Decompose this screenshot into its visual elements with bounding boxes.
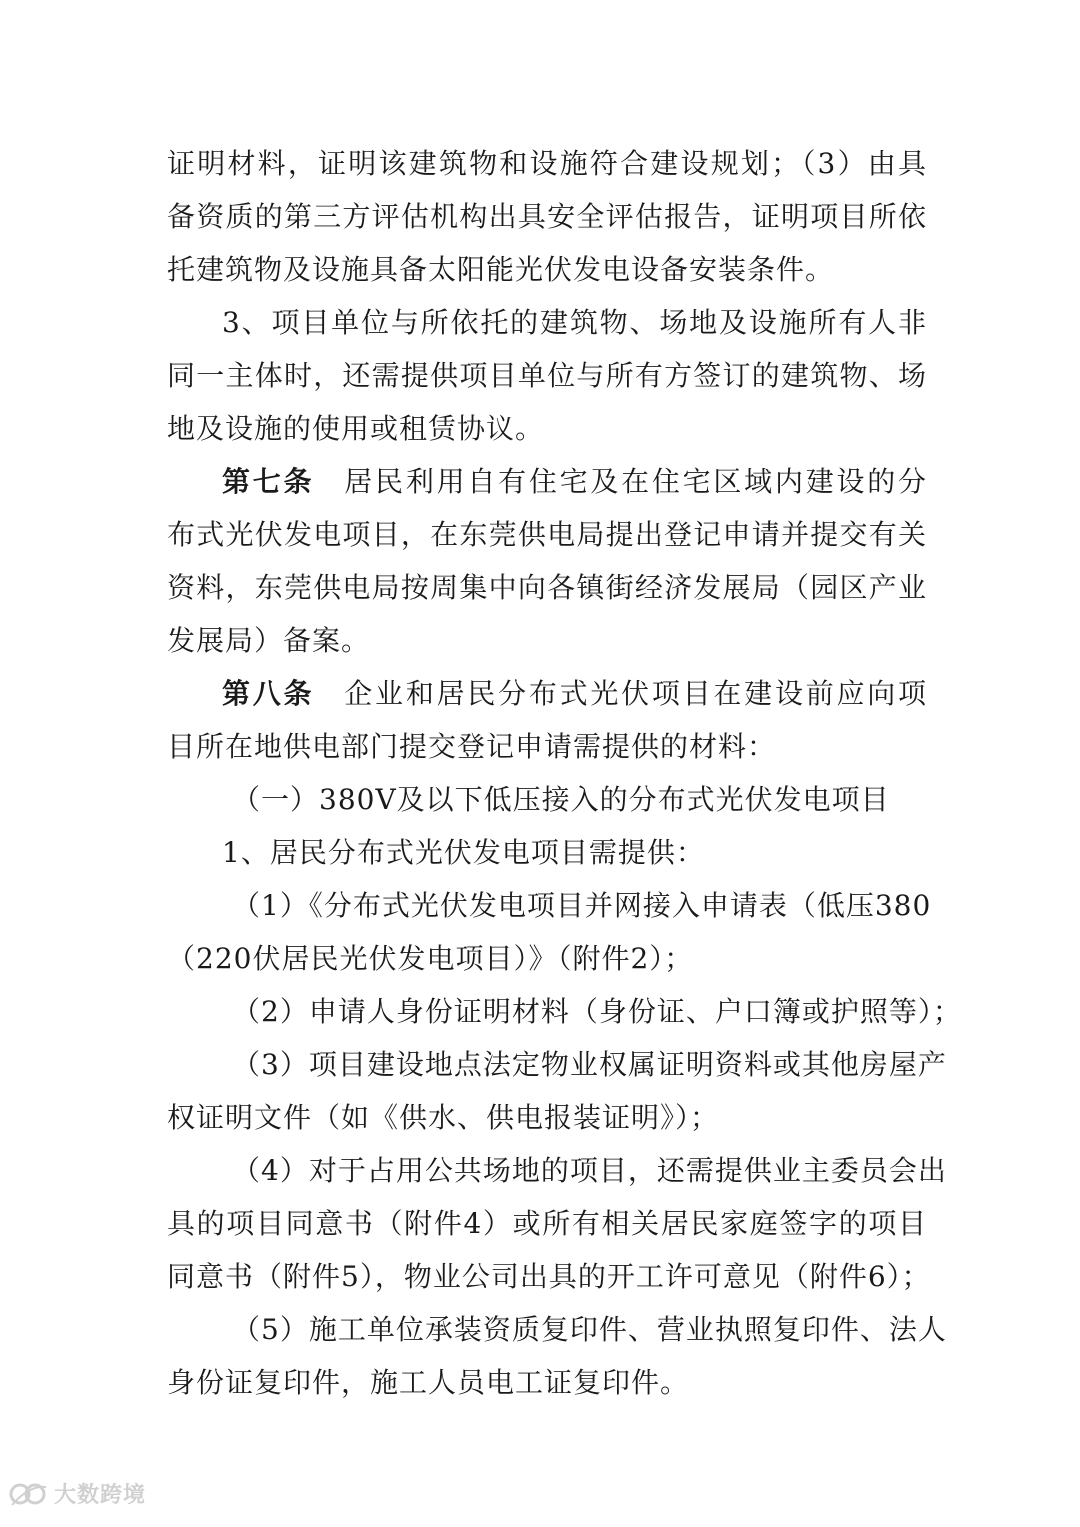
text-line: 资料，东莞供电局按周集中向各镇街经济发展局（园区产业 (167, 571, 927, 604)
text-line: 备资质的第三方评估机构出具安全评估报告，证明项目所依 (167, 200, 927, 233)
text-line: 3、项目单位与所依托的建筑物、场地及设施所有人非 (222, 306, 927, 339)
text-line: 目所在地供电部门提交登记申请需提供的材料： (167, 730, 777, 763)
article-heading: 第七条 (222, 465, 315, 498)
text-line: 具的项目同意书（附件4）或所有相关居民家庭签字的项目 (167, 1207, 927, 1240)
article-text: 居民利用自有住宅及在住宅区域内建设的分 (344, 465, 927, 498)
section-heading: （一）380V及以下低压接入的分布式光伏发电项目 (232, 783, 890, 816)
text-line: 权证明文件（如《供水、供电报装证明》）； (167, 1101, 720, 1134)
text-line: （2）申请人身份证明材料（身份证、户口簿或护照等）； (232, 995, 962, 1028)
article-text: 企业和居民分布式光伏项目在建设前应向项 (344, 677, 927, 710)
text-line: 同意书（附件5），物业公司出具的开工许可意见（附件6）； (167, 1260, 931, 1293)
watermark-logo-icon (8, 1479, 50, 1509)
article-heading: 第八条 (222, 677, 315, 710)
watermark-text: 大数跨境 (54, 1483, 147, 1508)
text-line: （3）项目建设地点法定物业权属证明资料或其他房屋产 (232, 1048, 947, 1081)
text-line: 地及设施的使用或租赁协议。 (167, 412, 545, 445)
text-line: 同一主体时，还需提供项目单位与所有方签订的建筑物、场 (167, 359, 927, 392)
text-line: （220伏居民光伏发电项目）》（附件2）； (167, 942, 694, 975)
article-7-line (222, 464, 927, 500)
text-line: 发展局）备案。 (167, 624, 371, 657)
watermark (8, 1478, 146, 1509)
article-8-line (222, 676, 927, 712)
text-line: 1、居民分布式光伏发电项目需提供： (222, 836, 705, 869)
text-line: 托建筑物及设施具备太阳能光伏发电设备安装条件。 (167, 253, 835, 286)
text-line: 布式光伏发电项目，在东莞供电局提出登记申请并提交有关 (167, 518, 927, 551)
text-line: （4）对于占用公共场地的项目，还需提供业主委员会出 (232, 1154, 947, 1187)
text-line: （1）《分布式光伏发电项目并网接入申请表（低压380 (232, 889, 932, 922)
text-line: 身份证复印件，施工人员电工证复印件。 (167, 1366, 690, 1399)
text-line: 证明材料，证明该建筑物和设施符合建设规划；（3）由具 (167, 147, 927, 180)
text-line: （5）施工单位承装资质复印件、营业执照复印件、法人 (232, 1313, 947, 1346)
